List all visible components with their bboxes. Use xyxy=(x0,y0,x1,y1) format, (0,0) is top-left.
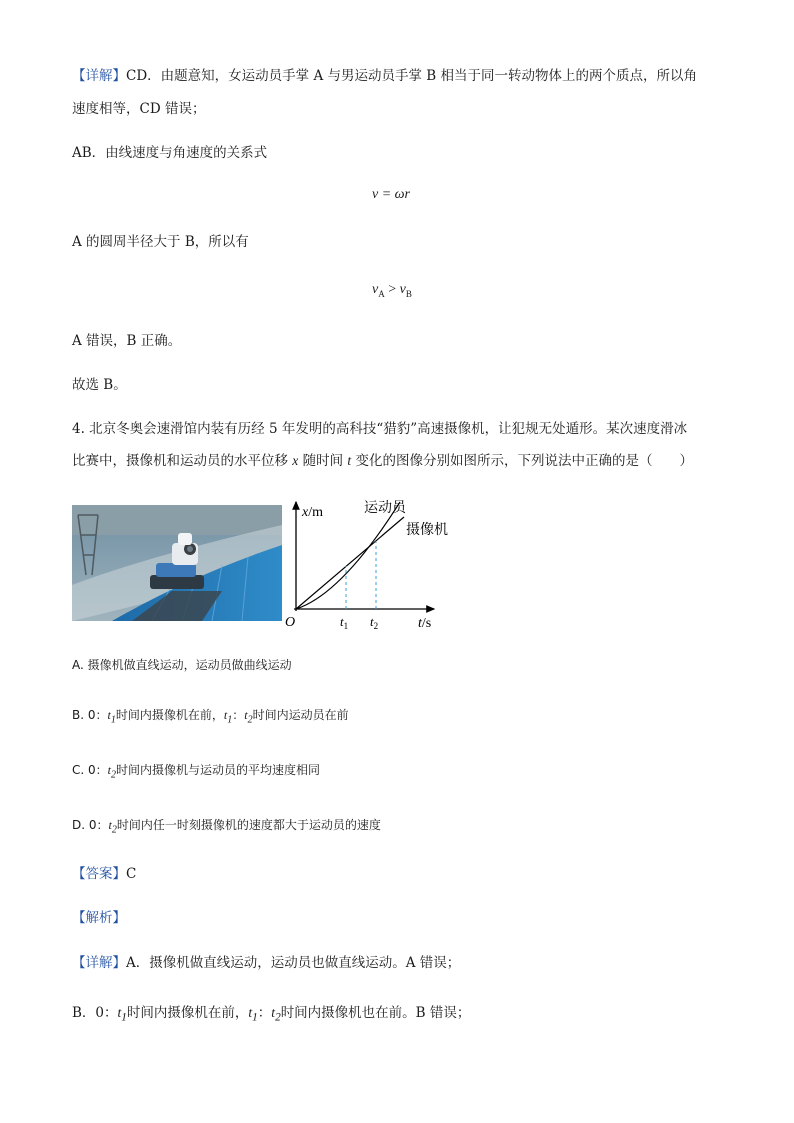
question-4-line1: 4. 北京冬奥会速滑馆内装有历经 5 年发明的高科技“猎豹”高速摄像机，让犯规无处遁形。某次速度滑冰 xyxy=(72,421,688,437)
option-c[interactable]: C. 0：$t_2$时间内摄像机与运动员的平均速度相同 xyxy=(72,763,321,781)
option-a[interactable]: A. 摄像机做直线运动，运动员做曲线运动 xyxy=(72,658,292,672)
detail-paragraph-1-cont: 速度相等，CD 错误； xyxy=(72,101,206,117)
t2-label: $t_2$ xyxy=(370,614,379,631)
camera-photo xyxy=(72,505,282,621)
camera-label: 摄像机 xyxy=(406,522,448,538)
origin-label: O xyxy=(285,615,296,630)
detail-tag: 【详解】 xyxy=(72,68,126,84)
camera-line xyxy=(296,517,404,609)
equation-va-gt-vb: $v_A > v_B$ xyxy=(372,282,412,299)
analysis-heading: 【解析】 xyxy=(72,910,126,926)
choice-line: 故选 B。 xyxy=(72,377,127,393)
y-axis-label: x/m xyxy=(302,505,323,520)
athlete-label: 运动员 xyxy=(364,500,406,516)
relation-intro: AB．由线速度与角速度的关系式 xyxy=(72,145,268,161)
radius-comparison: A 的圆周半径大于 B，所以有 xyxy=(72,234,249,250)
option-d[interactable]: D. 0：$t_2$时间内任一时刻摄像机的速度都大于运动员的速度 xyxy=(72,818,381,836)
detail-text: CD．由题意知，女运动员手掌 A 与男运动员手掌 B 相当于同一转动物体上的两个质点，所以角 xyxy=(126,68,697,84)
option-b[interactable]: B. 0：$t_1$时间内摄像机在前，$t_1$：$t_2$时间内运动员在前 xyxy=(72,708,349,726)
question-4-line2: 比赛中，摄像机和运动员的水平位移 x 随时间 t 变化的图像分别如图所示，下列说法中正确的是（ ） xyxy=(72,453,693,469)
equation-v-omega-r: v = ωr xyxy=(372,187,410,202)
t1-label: $t_1$ xyxy=(340,614,349,631)
x-axis-label: t/s xyxy=(418,616,432,631)
detail-paragraph-1 xyxy=(72,66,697,86)
x-t-graph xyxy=(282,494,448,634)
detail-b: B．0：$t_1$时间内摄像机在前，$t_1$：$t_2$时间内摄像机也在前。B 错误； xyxy=(72,1005,471,1024)
conclusion-line: A 错误，B 正确。 xyxy=(72,333,182,349)
answer-line: 【答案】C xyxy=(72,866,137,882)
detail-a: 【详解】A．摄像机做直线运动，运动员也做直线运动。A 错误； xyxy=(72,955,461,971)
